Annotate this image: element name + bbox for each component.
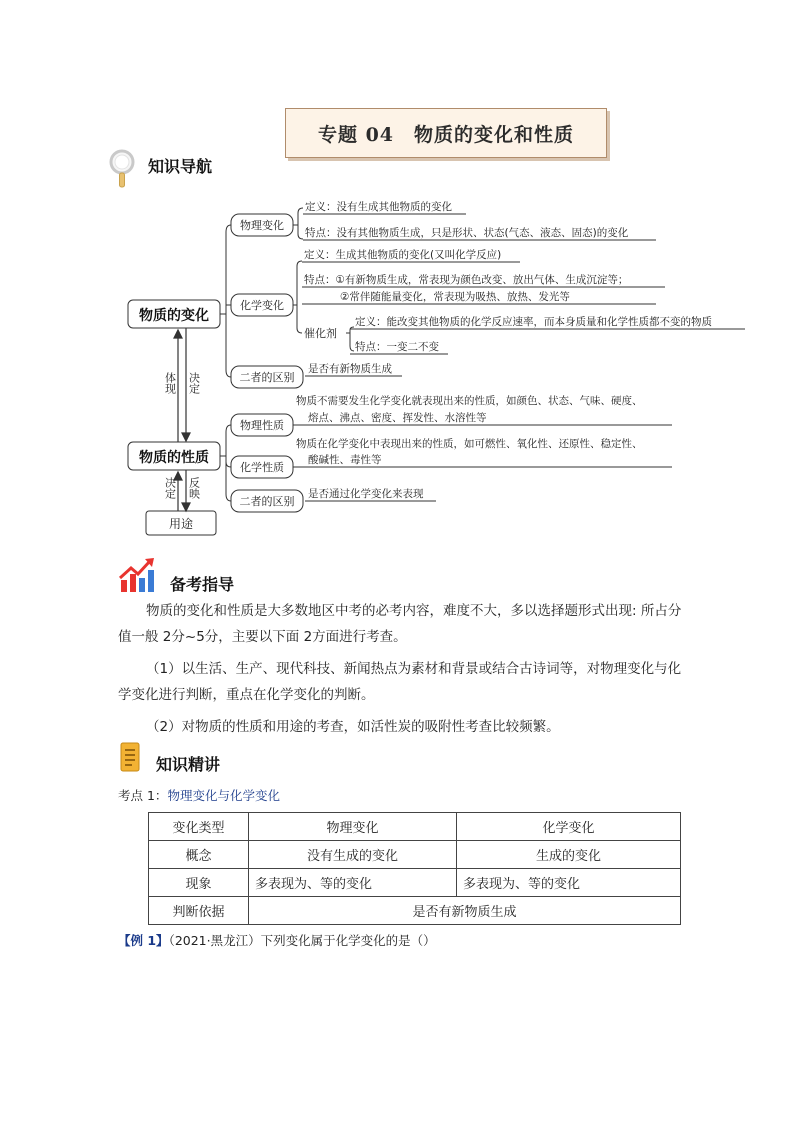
guide-paragraph-3: （2）对物质的性质和用途的考查，如活性炭的吸附性考查比较频繁。 [146, 719, 560, 735]
mind-map [0, 0, 794, 560]
physical-change-label: 物理变化 [240, 219, 284, 232]
tixian-label: 体现 [163, 372, 177, 394]
catalyst-definition: 定义：能改变其他物质的化学反应速率，而本身质量和化学性质都不变的物质 [355, 316, 712, 328]
cp-text-2: 酸碱性、毒性等 [308, 454, 382, 466]
pp-text-2: 熔点、沸点、密度、挥发性、水溶性等 [308, 412, 487, 424]
table-cell: 判断依据 [149, 897, 249, 925]
kp-prefix: 考点 1： [118, 788, 168, 803]
table-header-cell: 变化类型 [149, 813, 249, 841]
table-cell: 多表现为、等的变化 [249, 869, 457, 897]
guide-paragraphs [118, 598, 683, 740]
table-header-row [149, 813, 681, 841]
section-heading-guide: 备考指导 [170, 575, 235, 594]
difference-text-1: 是否有新物质生成 [308, 363, 392, 375]
property-root: 物质的性质 [139, 450, 209, 466]
chemical-change-label: 化学变化 [240, 299, 284, 312]
table-cell: 多表现为、等的变化 [457, 869, 681, 897]
cp-text-1: 物质在化学变化中表现出来的性质，如可燃性、氧化性、还原性、稳定性、 [296, 438, 643, 450]
difference-label-2: 二者的区别 [239, 495, 295, 508]
example-text: （2021·黑龙江）下列变化属于化学变化的是（） [168, 933, 436, 948]
jueding-up-label: 决定 [187, 372, 201, 394]
pp-text-1: 物质不需要发生化学变化就表现出来的性质，如颜色、状态、气味、硬度、 [296, 395, 643, 407]
cc-feature-1: 特点：①有新物质生成，常表现为颜色改变、放出气体、生成沉淀等； [304, 274, 629, 286]
catalyst-feature: 特点：一变二不变 [355, 341, 439, 353]
chemical-property-label: 化学性质 [240, 461, 284, 474]
knowledge-point-1 [118, 786, 280, 804]
table-row [149, 869, 681, 897]
comparison-table [148, 812, 681, 925]
physical-property-label: 物理性质 [240, 419, 284, 432]
table-row [149, 897, 681, 925]
change-root: 物质的变化 [139, 308, 209, 324]
usage-label: 用途 [168, 517, 194, 531]
table-cell: 现象 [149, 869, 249, 897]
table-cell: 没有生成的变化 [249, 841, 457, 869]
cc-definition: 定义：生成其他物质的变化(又叫化学反应) [304, 249, 502, 261]
pc-feature: 特点：没有其他物质生成，只是形状、状态(气态、液态、固态)的变化 [305, 227, 629, 239]
table-row [149, 841, 681, 869]
section-heading-explain: 知识精讲 [156, 755, 221, 774]
page-title: 专题 04 物质的变化和性质 [285, 108, 607, 158]
cc-feature-2: ②常伴随能量变化，常表现为吸热、放热、发光等 [340, 291, 570, 303]
section-heading-nav: 知识导航 [148, 157, 213, 176]
notebook-icon [119, 742, 141, 772]
guide-paragraph-2: （1）以生活、生产、现代科技、新闻热点为素材和背景或结合古诗词等，对物理变化与化学变化进行判断，重点在化学变化的判断。 [118, 661, 682, 703]
kp-name: 物理变化与化学变化 [167, 788, 280, 803]
table-cell: 概念 [149, 841, 249, 869]
difference-text-2: 是否通过化学变化来表现 [308, 488, 424, 500]
example-1 [118, 931, 436, 949]
jueding-down-label: 决定 [163, 477, 177, 499]
table-cell: 是否有新物质生成 [249, 897, 681, 925]
fanying-label: 反映 [187, 477, 201, 499]
difference-label-1: 二者的区别 [239, 371, 295, 384]
table-cell: 生成的变化 [457, 841, 681, 869]
guide-paragraph-1: 物质的变化和性质是大多数地区中考的必考内容，难度不大，多以选择题形式出现: 所占分值一般 2分~5分，主要以下面 2方面进行考查。 [118, 603, 682, 645]
growth-chart-icon [118, 556, 156, 594]
catalyst-label: 催化剂 [304, 327, 337, 340]
table-header-cell: 物理变化 [249, 813, 457, 841]
example-tag: 【例 1】 [118, 933, 169, 948]
pc-definition: 定义：没有生成其他物质的变化 [305, 201, 452, 213]
table-header-cell: 化学变化 [457, 813, 681, 841]
